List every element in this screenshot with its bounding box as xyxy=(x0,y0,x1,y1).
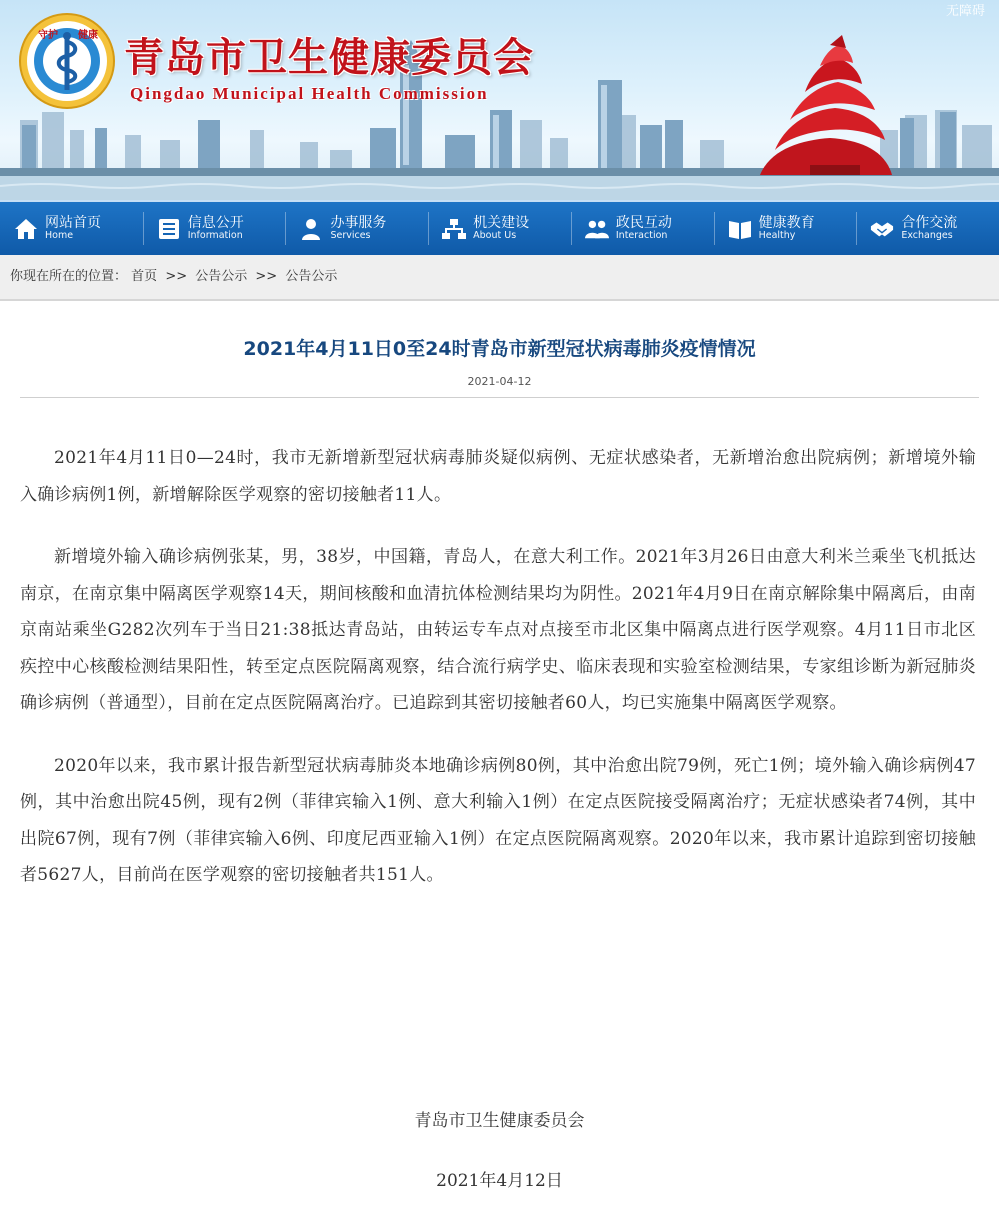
nav-label-cn: 办事服务 xyxy=(330,214,387,231)
people-icon xyxy=(585,217,609,241)
breadcrumb-level1-link[interactable]: 公告公示 xyxy=(195,269,248,284)
document-list-icon xyxy=(157,217,181,241)
nav-label-en: Services xyxy=(330,229,371,241)
breadcrumb-prefix: 你现在所在的位置： xyxy=(10,269,128,284)
nav-label-cn: 政民互动 xyxy=(615,214,672,231)
nav-label-cn: 信息公开 xyxy=(187,214,244,231)
breadcrumb xyxy=(0,255,999,301)
nav-item-about-us[interactable] xyxy=(428,202,571,255)
nav-label-en: About Us xyxy=(473,229,517,241)
nav-item-healthy[interactable] xyxy=(714,202,857,255)
nav-label-cn: 网站首页 xyxy=(45,214,101,231)
breadcrumb-separator: >> xyxy=(165,269,188,284)
nav-label-cn: 合作交流 xyxy=(901,214,958,231)
title-divider xyxy=(20,397,979,398)
nav-item-services[interactable] xyxy=(285,202,428,255)
article-signature: 青岛市卫生健康委员会 xyxy=(414,1111,585,1131)
accessibility-link[interactable]: 无障碍 xyxy=(945,4,985,19)
site-subtitle: Qingdao Municipal Health Commission xyxy=(130,84,489,103)
svg-text:守护: 守护 xyxy=(38,30,58,41)
article-paragraph: 新增境外输入确诊病例张某，男，38岁，中国籍，青岛人，在意大利工作。2021年3月26日由意大利米兰乘坐飞机抵达南京，在南京集中隔离医学观察14天，期间核酸和血清抗体检测结果均为阴性。2021年4月9日在南京解除集中隔离后，由南京南站乘坐G282次列车于当日21:38抵达青岛站，由转运专车点对点接至市北区集中隔离点进行医学观察。4月11日市北区疾控中心核酸检测结果阳性，转至定点医院隔离观察，结合流行病学史、临床表现和实验室检测结果，专家组诊断为新冠肺炎确诊病例（普通型），目前在定点医院隔离治疗。已追踪到其密切接触者60人，均已实施集中隔离医学观察。 xyxy=(20,547,976,713)
article-paragraph: 2021年4月11日0—24时，我市无新增新型冠状病毒肺炎疑似病例、无症状感染者，无新增治愈出院病例；新增境外输入确诊病例1例，新增解除医学观察的密切接触者11人。 xyxy=(20,448,976,505)
commission-logo xyxy=(18,12,116,110)
article-title: 2021年4月11日0至24时青岛市新型冠状病毒肺炎疫情情况 xyxy=(243,338,756,360)
nav-label-cn: 健康教育 xyxy=(758,214,815,231)
breadcrumb-level2-link[interactable]: 公告公示 xyxy=(285,269,338,284)
breadcrumb-home-link[interactable]: 首页 xyxy=(131,269,158,284)
nav-item-information[interactable] xyxy=(143,202,286,255)
nav-item-interaction[interactable] xyxy=(571,202,714,255)
main-nav xyxy=(0,200,999,255)
handshake-icon xyxy=(870,217,894,241)
site-title: 青岛市卫生健康委员会 xyxy=(124,34,534,81)
org-chart-icon xyxy=(442,217,466,241)
nav-label-en: Home xyxy=(45,229,74,241)
nav-label-cn: 机关建设 xyxy=(473,214,530,231)
nav-label-en: Exchanges xyxy=(901,229,953,241)
nav-item-exchanges[interactable] xyxy=(856,202,999,255)
article-paragraph: 2020年以来，我市累计报告新型冠状病毒肺炎本地确诊病例80例，其中治愈出院79例，死亡1例；境外输入确诊病例47例，其中治愈出院45例，现有2例（菲律宾输入1例、意大利输入1例）在定点医院接受隔离治疗；无症状感染者74例，其中出院67例，现有7例（菲律宾输入6例、印度尼西亚输入1例）在定点医院隔离观察。2020年以来，我市累计追踪到密切接触者5627人，目前尚在医学观察的密切接触者共151人。 xyxy=(20,755,976,885)
svg-text:健康: 健康 xyxy=(78,30,98,41)
header-banner xyxy=(0,0,999,200)
article-sign-date: 2021年4月12日 xyxy=(436,1171,563,1191)
nav-label-en: Interaction xyxy=(615,229,668,241)
nav-label-en: Information xyxy=(187,229,243,241)
person-icon xyxy=(299,217,323,241)
article-date: 2021-04-12 xyxy=(467,375,532,388)
nav-item-home[interactable] xyxy=(0,202,143,255)
home-icon xyxy=(14,217,38,241)
book-icon xyxy=(728,217,752,241)
nav-label-en: Healthy xyxy=(758,229,796,241)
breadcrumb-separator: >> xyxy=(255,269,278,284)
article-body xyxy=(20,440,976,920)
